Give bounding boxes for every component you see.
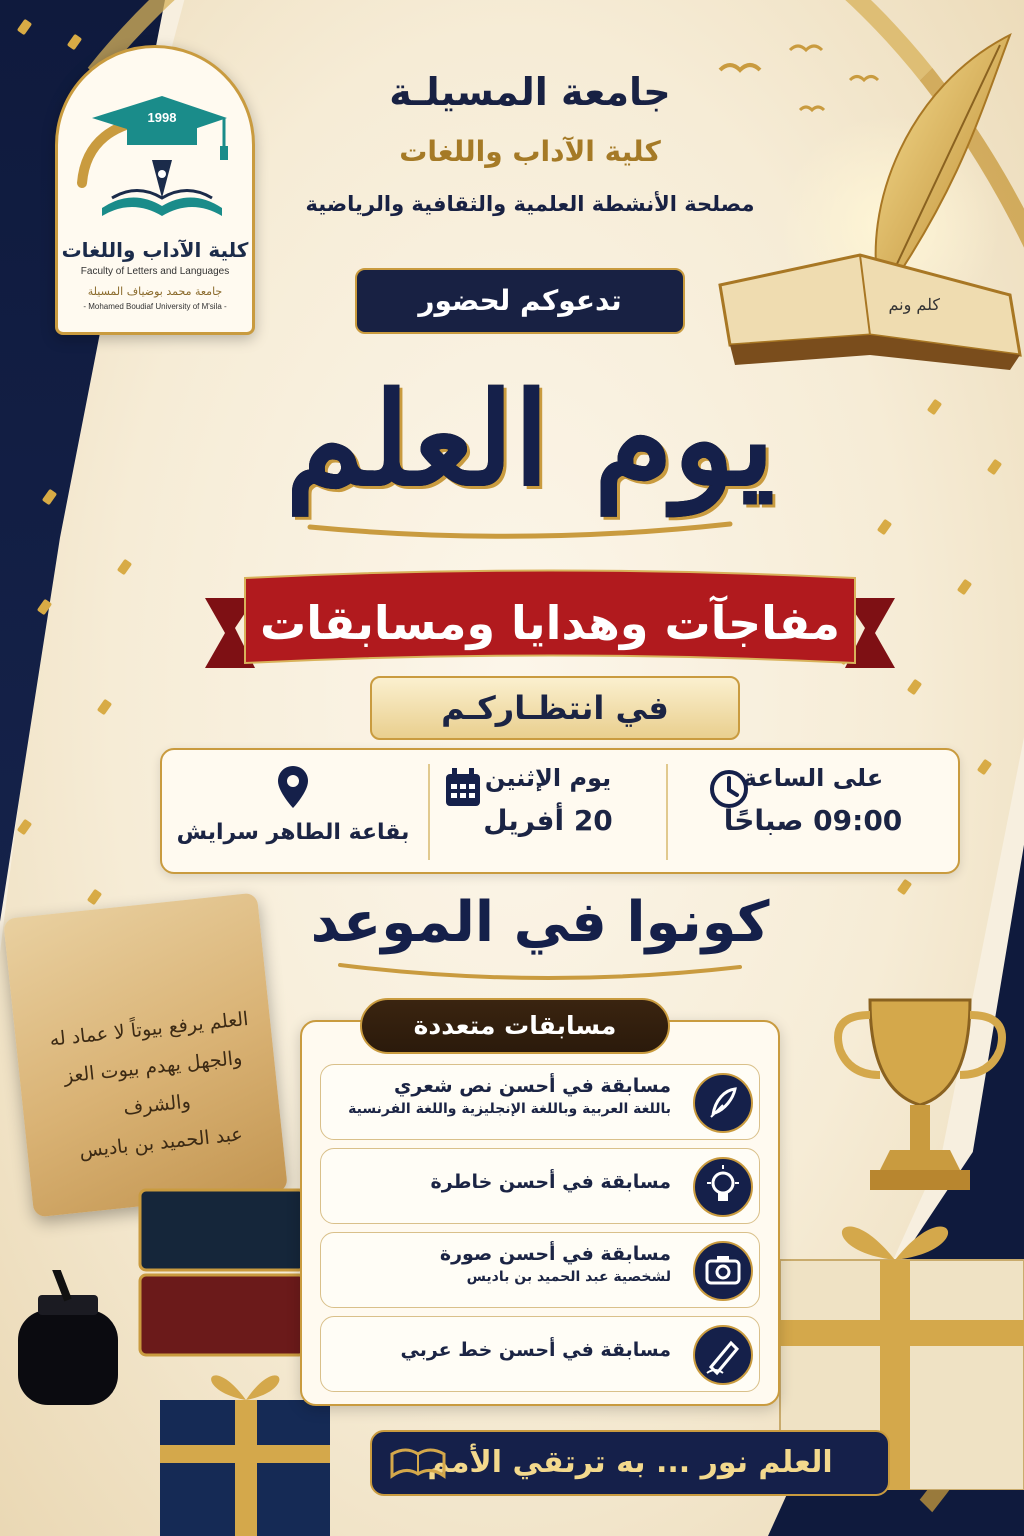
scroll-quote-line2: والجهل يهدم بيوت العز والشرف — [62, 1046, 244, 1120]
competition-item — [320, 1316, 760, 1392]
service-name: مصلحة الأنشطة العلمية والثقافية والرياضية — [305, 192, 755, 216]
date-info — [428, 764, 668, 860]
calendar-icon — [444, 768, 482, 808]
time-value: 09:00 صباحًا — [723, 804, 903, 837]
competition-item — [320, 1064, 760, 1140]
competition-title: مسابقة في أحسن نص شعري — [393, 1075, 671, 1097]
event-info-box — [160, 748, 960, 874]
lightbulb-icon — [693, 1157, 753, 1217]
place-info — [173, 764, 413, 860]
logo-subtitle-en: Faculty of Letters and Languages — [80, 266, 230, 277]
footer-text: العلم نور ... به ترتقي الأمم — [427, 1445, 833, 1480]
date-label: يوم الإثنين — [484, 764, 612, 792]
competition-subtitle: باللغة العربية وباللغة الإنجليزية واللغة الفرنسية — [348, 1101, 671, 1117]
time-label: على الساعة — [742, 764, 884, 792]
location-pin-icon — [276, 764, 310, 810]
competition-title: مسابقة في أحسن خط عربي — [400, 1339, 671, 1361]
logo-university: جامعة محمد بوضياف المسيلة — [87, 285, 223, 298]
motto: كونوا في الموعد — [310, 890, 770, 955]
inkwell-icon — [8, 1270, 128, 1410]
competition-item — [320, 1232, 760, 1308]
clock-icon — [708, 768, 750, 810]
competition-title: مسابقة في أحسن صورة — [439, 1243, 671, 1265]
competition-item — [320, 1148, 760, 1224]
title-swoosh-decoration — [300, 512, 740, 542]
competitions-header: مسابقات متعددة — [360, 998, 670, 1054]
footer-banner — [370, 1430, 890, 1496]
scroll-quote — [28, 998, 283, 1174]
scroll-quote-line1: العلم يرفع بيوتاً لا عماد له — [48, 1007, 250, 1051]
ribbon-text: مفاجآت وهدايا ومسابقات — [260, 596, 840, 650]
place-value: بقاعة الطاهر سرايش — [176, 820, 410, 845]
calligraphy-pen-icon — [693, 1325, 753, 1385]
faculty-logo — [55, 45, 255, 335]
book-handwriting: كلم ونم — [888, 295, 940, 314]
invite-banner: تدعوكم لحضور — [355, 268, 685, 334]
camera-icon — [693, 1241, 753, 1301]
scroll-signature: عبد الحميد بن باديس — [78, 1123, 244, 1163]
waiting-banner: في انتظـاركـم — [370, 676, 740, 740]
motto-swoosh-decoration — [310, 955, 770, 985]
pen-nib-icon — [152, 160, 172, 198]
open-book-icon — [388, 1446, 448, 1482]
competition-subtitle: لشخصية عبد الحميد بن باديس — [466, 1269, 671, 1285]
time-info — [688, 764, 938, 860]
logo-university-en: - Mohamed Boudiaf University of M'sila - — [83, 302, 227, 311]
feather-icon — [693, 1073, 753, 1133]
date-value: 20 أفريل — [483, 804, 613, 837]
logo-emblem — [58, 88, 252, 238]
faculty-name: كلية الآداب واللغات — [399, 135, 661, 168]
logo-year: 1998 — [147, 110, 177, 125]
university-name: جامعة المسيلـة — [389, 70, 671, 114]
event-title: يوم العلم — [285, 365, 775, 515]
competition-title: مسابقة في أحسن خاطرة — [430, 1171, 671, 1193]
logo-title: كلية الآداب واللغات — [61, 238, 249, 262]
